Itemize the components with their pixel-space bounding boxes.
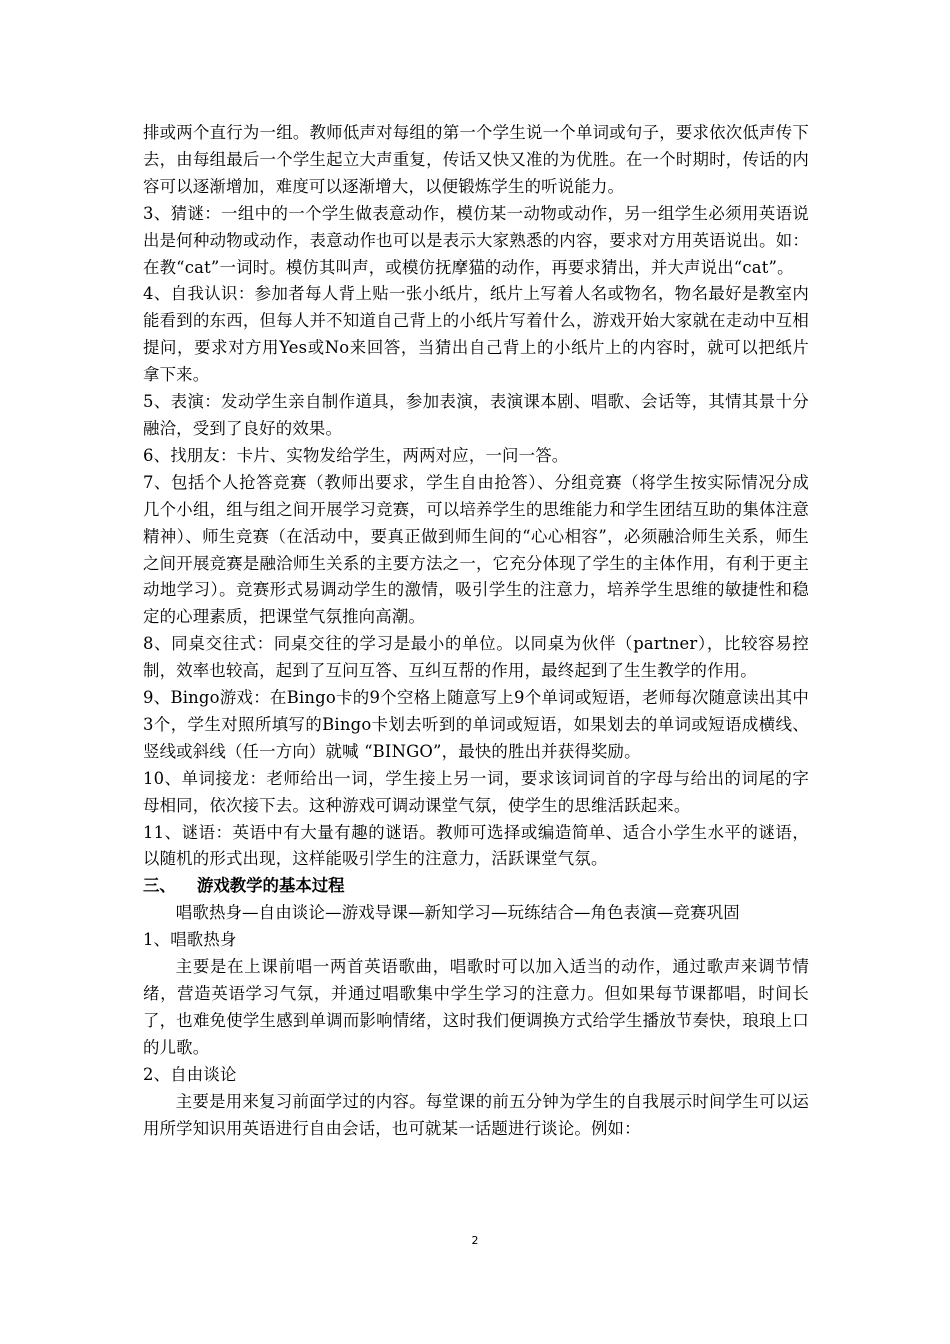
subsection-title-singing: 1、唱歌热身 — [143, 930, 237, 950]
document-body — [143, 120, 809, 1142]
section-intro: 唱歌热身—自由谈论—游戏导课—新知学习—玩练结合—角色表演—竞赛巩固 — [175, 903, 740, 923]
paragraph-bingo: 9、Bingo游戏：在Bingo卡的9个空格上随意写上9个单词或短语，老师每次随意读出其中3个，学生对照所填写的Bingo卡划去听到的单词或短语，如果划去的单词或短语成横线、竖线或斜线（任一方向）就喊 “BINGO”，最快的胜出并获得奖励。 — [143, 688, 809, 761]
paragraph-word-chain: 10、单词接龙：老师给出一词，学生接上另一词，要求该词词首的字母与给出的词尾的字母相同，依次接下去。这种游戏可调动课堂气氛，使学生的思维活跃起来。 — [143, 768, 809, 815]
subsection-body-singing: 主要是在上课前唱一两首英语歌曲，唱歌时可以加入适当的动作，通过歌声来调节情绪，营造英语学习气氛，并通过唱歌集中学生学习的注意力。但如果每节课都唱，时间长了，也难免使学生感到单调而影响情绪，这时我们便调换方式给学生播放节奏快，琅琅上口的儿歌。 — [143, 957, 809, 1057]
subsection-body-free-talk: 主要是用来复习前面学过的内容。每堂课的前五分钟为学生的自我展示时间学生可以运用所学知识用英语进行自由会话，也可就某一话题进行谈论。例如： — [143, 1091, 809, 1138]
paragraph-find-friends: 6、找朋友：卡片、实物发给学生，两两对应，一问一答。 — [143, 445, 569, 465]
section-title: 游戏教学的基本过程 — [197, 876, 345, 896]
paragraph-guessing-game: 3、猜谜：一组中的一个学生做表意动作，模仿某一动物或动作，另一组学生必须用英语说出是何种动物或动作，表意动作也可以是表示大家熟悉的内容，要求对方用英语说出。如：在教“cat”一词时。模仿其叫声，或模仿抚摩猫的动作，再要求猜出，并大声说出“cat”。 — [143, 203, 809, 277]
paragraph-self-recognition: 4、自我认识：参加者每人背上贴一张小纸片，纸片上写着人名或物名，物名最好是教室内能看到的东西，但每人并不知道自己背上的小纸片写着什么，游戏开始大家就在走动中互相提问，要求对方用Yes或No来回答，当猜出自己背上的小纸片上的内容时，就可以把纸片拿下来。 — [143, 284, 809, 385]
paragraph-riddles: 11、谜语：英语中有大量有趣的谜语。教师可选择或编造简单、适合小学生水平的谜语，以随机的形式出现，这样能吸引学生的注意力，活跃课堂气氛。 — [143, 822, 809, 869]
section-number: 三、 — [143, 876, 176, 896]
paragraph-deskmate: 8、同桌交往式：同桌交往的学习是最小的单位。以同桌为伙伴（partner），比较容易控制，效率也较高，起到了互问互答、互纠互帮的作用，最终起到了生生教学的作用。 — [143, 634, 809, 681]
paragraph-performance: 5、表演：发动学生亲自制作道具，参加表演，表演课本剧、唱歌、会话等，其情其景十分融洽，受到了良好的效果。 — [143, 392, 809, 438]
paragraph-competition: 7、包括个人抢答竞赛（教师出要求，学生自由抢答）、分组竞赛（将学生按实际情况分成几个小组，组与组之间开展学习竞赛，可以培养学生的思维能力和学生团结互助的集体注意精神）、师生竞赛（在活动中，要真正做到师生间的“心心相容”，必须融洽师生关系，师生之间开展竞赛是融洽师生关系的主要方法之一，它充分体现了学生的主体作用，有利于更主动地学习）。竞赛形式易调动学生的激情，吸引学生的注意力，培养学生思维的敏捷性和稳定的心理素质，把课堂气氛推向高潮。 — [143, 472, 809, 627]
page-number: 2 — [471, 1234, 479, 1247]
subsection-title-free-talk: 2、自由谈论 — [143, 1064, 237, 1084]
section-heading — [143, 873, 809, 900]
paragraph-relay-game: 排或两个直行为一组。教师低声对每组的第一个学生说一个单词或句子，要求依次低声传下去，由每组最后一个学生起立大声重复，传话又快又准的为优胜。在一个时期时，传话的内容可以逐渐增加，难度可以逐渐增大，以便锻炼学生的听说能力。 — [143, 123, 809, 196]
